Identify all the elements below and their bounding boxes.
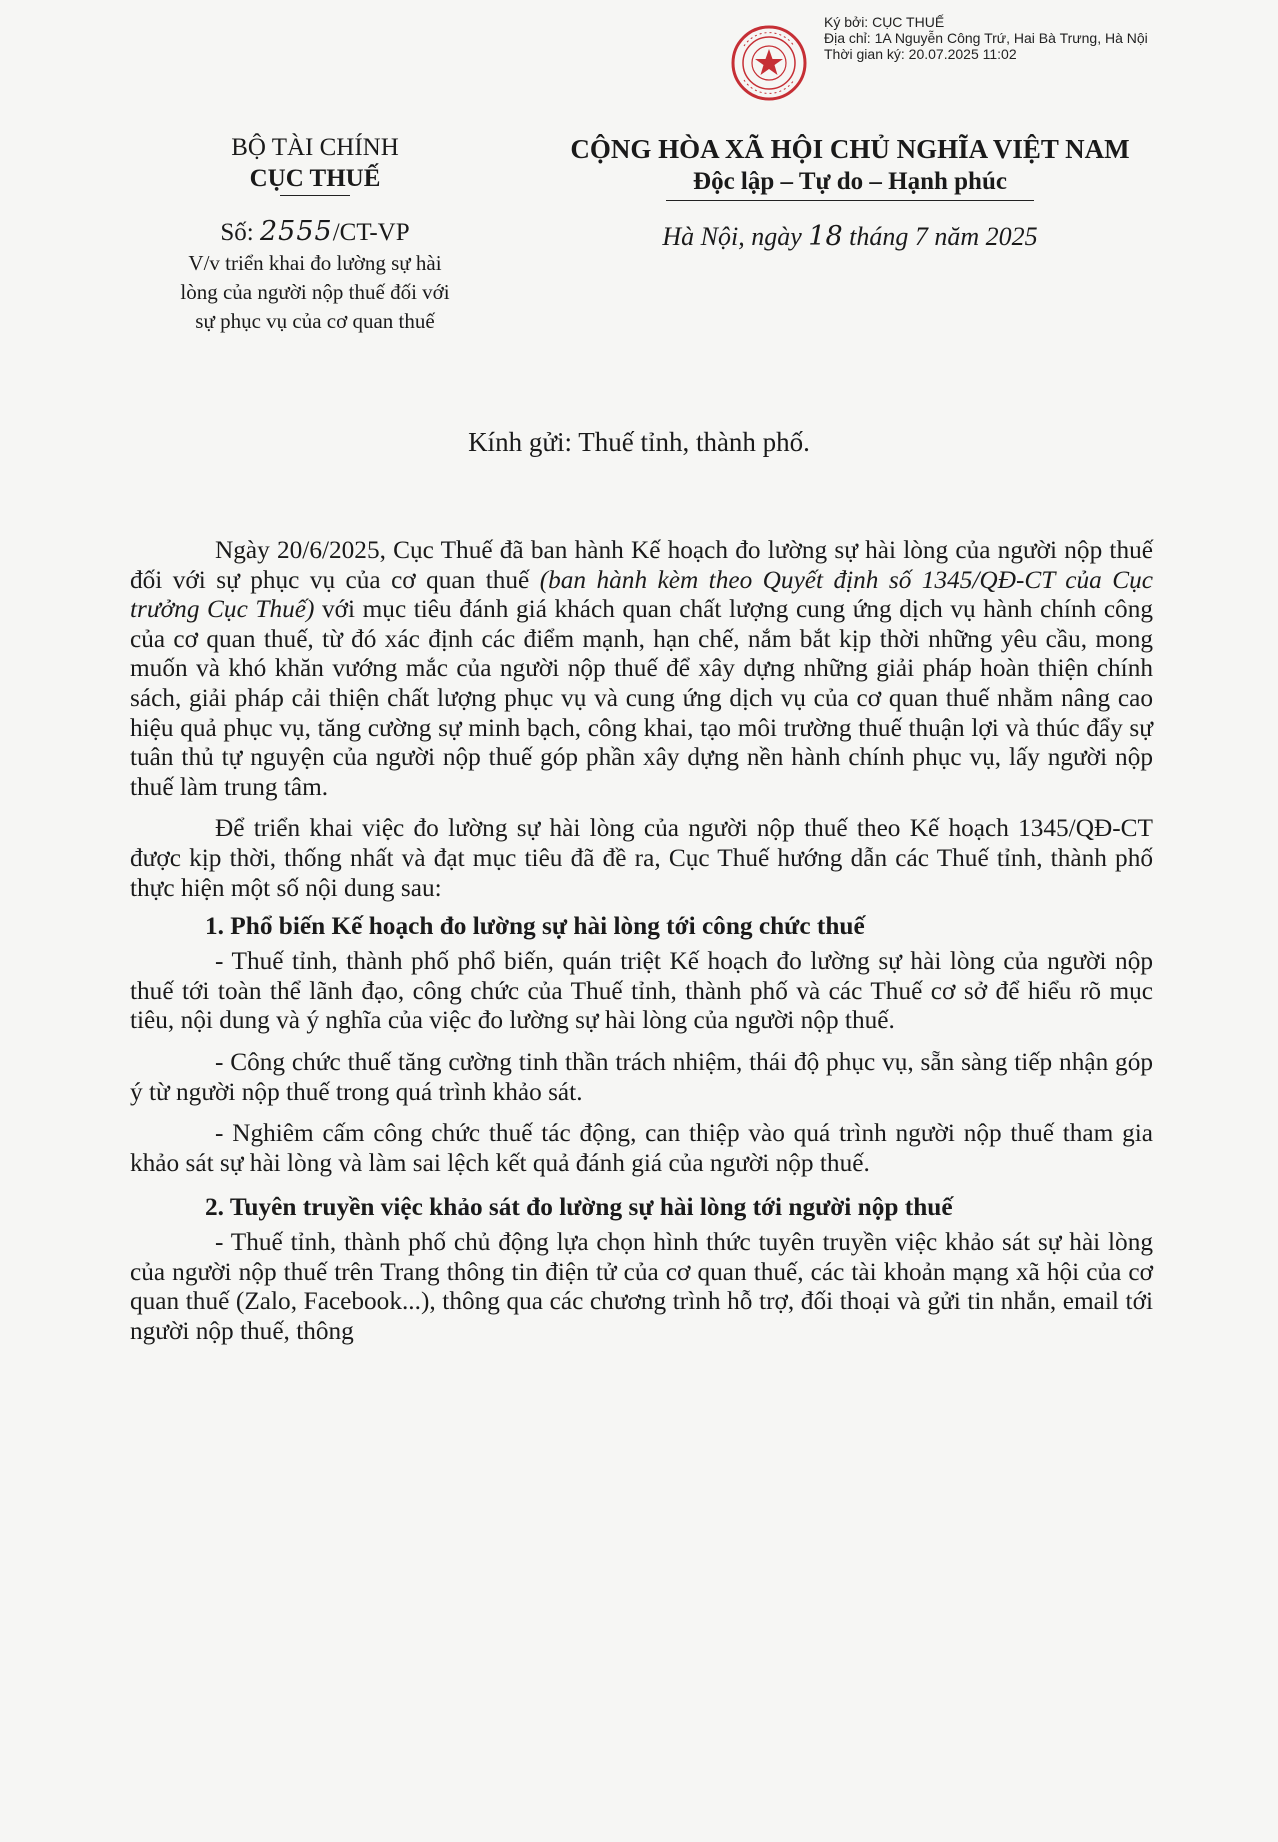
paragraph xyxy=(130,536,1153,802)
paragraph-text: với mục tiêu đánh giá khách quan chất lượng cung ứng dịch vụ hành chính công của cơ quan thuế, từ đó xác định các điểm mạnh, hạn chế, nắm bắt kịp thời những yêu cầu, mong muốn và khó khăn vướng mắc của người nộp thuế để xây dựng những giải pháp hoàn thiện chính sách, giải pháp cải thiện chất lượng phục vụ và cung ứng dịch vụ của cơ quan thuế nhằm nâng cao hiệu quả phục vụ, tăng cường sự minh bạch, công khai, tạo môi trường thuế thuận lợi và thúc đẩy sự tuân thủ tự nguyện của người nộp thuế góp phần xây dựng nền hành chính phục vụ, lấy người nộp thuế làm trung tâm. xyxy=(130,595,1153,801)
recipient-line: Kính gửi: Thuế tỉnh, thành phố. xyxy=(468,427,810,457)
date-prefix: Hà Nội, ngày xyxy=(662,222,809,251)
national-header xyxy=(540,132,1160,253)
section-heading-1: 1. Phổ biến Kế hoạch đo lường sự hài lòng tới công chức thuế xyxy=(205,912,865,941)
department-name: CỤC THUẾ xyxy=(249,165,381,192)
document-number-suffix: /CT-VP xyxy=(332,219,410,246)
signed-by: Ký bởi: CỤC THUẾ xyxy=(824,14,945,30)
date-suffix: tháng 7 năm 2025 xyxy=(842,222,1038,251)
seal-icon xyxy=(730,24,808,102)
place-and-date xyxy=(540,221,1160,253)
subject-line: sự phục vụ của cơ quan thuế xyxy=(195,309,435,333)
issuer-underline xyxy=(280,195,350,196)
signing-time: Thời gian ký: 20.07.2025 11:02 xyxy=(824,46,1017,62)
document-number-handwritten: 2555 xyxy=(260,216,333,247)
paragraph: - Công chức thuế tăng cường tinh thần trách nhiệm, thái độ phục vụ, sẵn sàng tiếp nhận góp ý từ người nộp thuế trong quá trình khảo sát. xyxy=(130,1047,1153,1106)
document-subject xyxy=(130,249,500,336)
national-motto: Độc lập – Tự do – Hạnh phúc xyxy=(693,168,1007,195)
nation-name: CỘNG HÒA XÃ HỘI CHỦ NGHĨA VIỆT NAM xyxy=(570,134,1130,164)
motto-underline xyxy=(666,200,1034,201)
subject-line: lòng của người nộp thuế đối với xyxy=(180,280,450,304)
document-body xyxy=(130,536,1153,1347)
document-number-prefix: Số: xyxy=(220,219,254,246)
signer-address: Địa chỉ: 1A Nguyễn Công Trứ, Hai Bà Trưng, Hà Nội xyxy=(824,30,1148,46)
ministry-name: BỘ TÀI CHÍNH xyxy=(231,134,399,161)
paragraph: Để triển khai việc đo lường sự hài lòng của người nộp thuế theo Kế hoạch 1345/QĐ-CT được kịp thời, thống nhất và đạt mục tiêu đã đề ra, Cục Thuế hướng dẫn các Thuế tỉnh, thành phố thực hiện một số nội dung sau: xyxy=(130,814,1153,902)
paragraph: - Thuế tỉnh, thành phố chủ động lựa chọn hình thức tuyên truyền việc khảo sát sự hài lòng của người nộp thuế trên Trang thông tin điện tử của cơ quan thuế, các tài khoản mạng xã hội của cơ quan thuế (Zalo, Facebook...), thông qua các chương trình hỗ trợ, đối thoại và gửi tin nhắn, email tới người nộp thuế, thông xyxy=(130,1228,1153,1346)
date-day-handwritten: 18 xyxy=(808,221,843,252)
digital-signature-info xyxy=(824,14,1148,62)
paragraph: - Nghiêm cấm công chức thuế tác động, can thiệp vào quá trình người nộp thuế tham gia khảo sát sự hài lòng và làm sai lệch kết quả đánh giá của người nộp thuế. xyxy=(130,1119,1153,1177)
document-number xyxy=(130,216,500,249)
section-heading-2: 2. Tuyên truyền việc khảo sát đo lường sự hài lòng tới người nộp thuế xyxy=(205,1193,953,1222)
issuer-block xyxy=(130,132,500,336)
subject-line: V/v triển khai đo lường sự hài xyxy=(188,251,442,275)
paragraph-italic-reference: (ban hành kèm theo Quyết định số 1345/QĐ-CT của Cục trưởng Cục Thuế) xyxy=(130,565,1154,624)
paragraph: - Thuế tỉnh, thành phố phổ biến, quán triệt Kế hoạch đo lường sự hài lòng của người nộp thuế tới toàn thể lãnh đạo, công chức của Thuế tỉnh, thành phố và các Thuế cơ sở để hiểu rõ mục tiêu, nội dung và ý nghĩa của việc đo lường sự hài lòng của người nộp thuế. xyxy=(130,947,1153,1035)
paragraph-text: Ngày 20/6/2025, Cục Thuế đã ban hành Kế hoạch đo lường sự hài lòng của người nộp thuế đối với sự phục vụ của cơ quan thuế xyxy=(130,536,1153,594)
